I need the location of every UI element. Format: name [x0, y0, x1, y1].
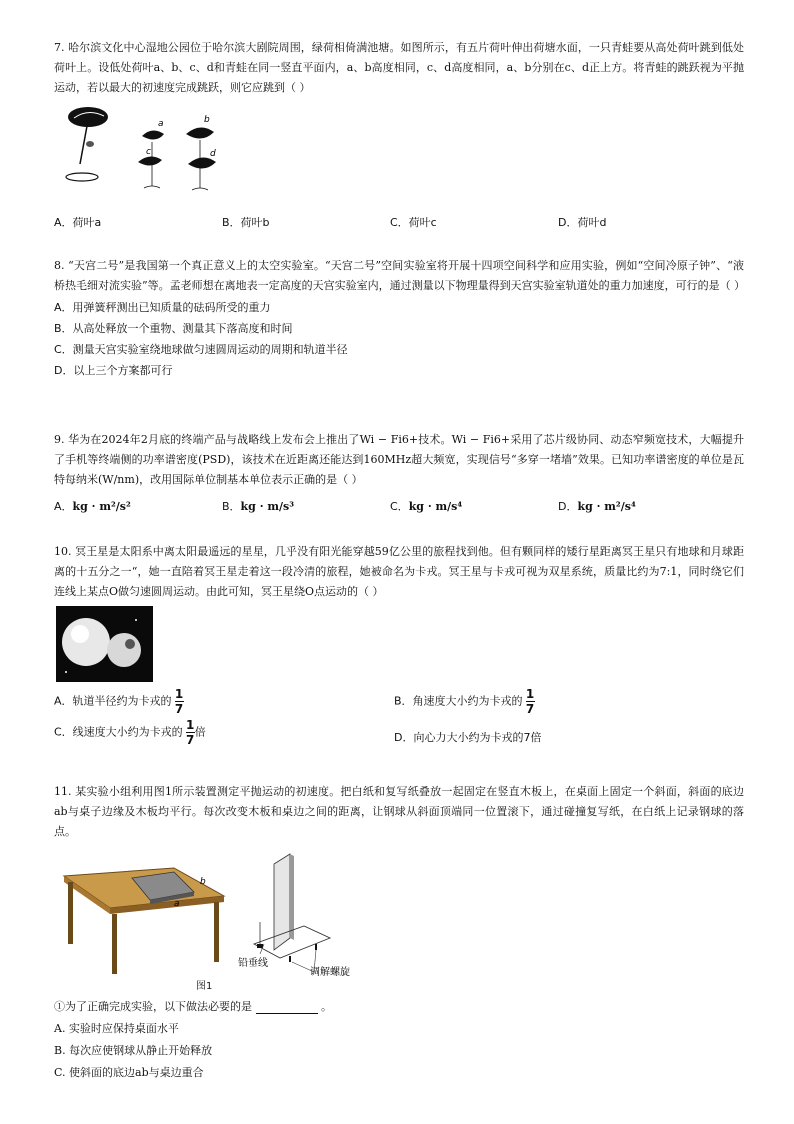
fraction: [186, 719, 195, 746]
pluto-icon: [62, 618, 110, 666]
option-d[interactable]: [558, 496, 726, 517]
answer-blank[interactable]: [256, 1001, 318, 1014]
high-lotus-leaf: [68, 107, 108, 127]
water-ripple: [66, 173, 98, 181]
denominator: 7: [525, 702, 535, 716]
question-10: [54, 542, 744, 748]
option-c[interactable]: C．测量天宫实验室绕地球做匀速圆周运动的周期和轨道半径: [54, 343, 348, 356]
option-b[interactable]: B．从高处释放一个重物、测量其下落高度和时间: [54, 322, 293, 335]
option-d[interactable]: D．荷叶d: [558, 216, 607, 229]
label-b: b: [204, 115, 210, 125]
lotus-leaf-d: [188, 157, 216, 168]
lotus-leaf-c: [138, 156, 162, 165]
question-8: [54, 256, 744, 381]
label-c: c: [146, 147, 151, 157]
option-b[interactable]: B. 每次应使钢球从静止开始释放: [54, 1044, 213, 1057]
question-9-stem: 9. 华为在2024年2月底的终端产品与战略线上发布会上推出了Wi − Fi6+技术。Wi − Fi6+采用了芯片级协同、动态窄频宽技术，大幅提升了手机等终端侧的功率谱密度(PSD)，该技术在近距离还能达到160MHz超大频宽，实现信号“多穿一堵墙”效果。已知功率谱密度的单位是瓦特每纳米(W/nm)，改用国际单位制基本单位表示正确的是（ ）: [54, 433, 744, 486]
option-unit: kg · m²/s⁴: [577, 500, 636, 513]
frog-icon: [86, 141, 94, 147]
plumb-line-label: 铅垂线: [238, 958, 268, 969]
denominator: 7: [174, 702, 184, 716]
screw-label: 调解螺旋: [310, 967, 350, 976]
sub-question-1: [54, 996, 744, 1018]
option-text: A．轨道半径约为卡戎的: [54, 694, 172, 708]
label-a: a: [158, 119, 164, 129]
option-unit: kg · m/s⁴: [408, 500, 463, 513]
option-suffix: 倍: [194, 725, 206, 739]
question-10-options: [54, 688, 744, 748]
option-b[interactable]: [222, 496, 390, 517]
numerator: 1: [525, 687, 535, 701]
lotus-leaf-a: [142, 130, 164, 139]
lotus-leaf-b: [186, 127, 214, 138]
denominator: 7: [186, 733, 195, 747]
fraction: [175, 688, 184, 715]
option-text: C．线速度大小约为卡戎的: [54, 725, 183, 739]
table-leg: [112, 914, 117, 974]
option-d[interactable]: D．以上三个方案都可行: [54, 364, 173, 377]
lotus-leaves-figure: [60, 104, 230, 194]
numerator: 1: [174, 687, 184, 701]
experiment-apparatus-figure: [54, 846, 374, 976]
question-9-options: [54, 496, 744, 517]
question-11-stem: 11. 某实验小组利用图1所示装置测定平抛运动的初速度。把白纸和复写纸叠放一起固定在竖直木板上，在桌面上固定一个斜面，斜面的底边ab与桌子边缘及木板均平行。每次改变木板和桌边之间的距离，让钢球从斜面顶端同一位置滚下，通过碰撞复写纸，在白纸上记录钢球的落点。: [54, 785, 744, 838]
numerator: 1: [186, 718, 195, 732]
table-leg: [214, 902, 219, 962]
question-7: [54, 38, 744, 229]
option-a[interactable]: [54, 688, 394, 715]
fraction: [526, 688, 535, 715]
option-d[interactable]: [394, 719, 734, 748]
option-c[interactable]: C．荷叶c: [390, 216, 437, 229]
option-text: B．角速度大小约为卡戎的: [394, 694, 523, 708]
option-letter: B．: [222, 500, 241, 513]
option-a[interactable]: [54, 496, 222, 517]
option-c[interactable]: C. 使斜面的底边ab与桌边重合: [54, 1066, 204, 1079]
option-unit: kg · m²/s²: [72, 500, 131, 513]
option-letter: D．: [558, 500, 578, 513]
option-c[interactable]: [390, 496, 558, 517]
option-b[interactable]: B．荷叶b: [222, 216, 270, 229]
option-a[interactable]: A．荷叶a: [54, 216, 102, 229]
option-b[interactable]: [394, 688, 734, 715]
question-10-stem: 10. 冥王星是太阳系中离太阳最遥远的星星，几乎没有阳光能穿越59亿公里的旅程找到他。但有颗同样的矮行星距离冥王星只有地球和月球距离的十五分之一“，她一直陪着冥王星走着这一段冷清的旅程，她被命名为卡戎。冥王星与卡戎可视为双星系统，质量比约为7:1，同时绕它们连线上某点O做匀速圆周运动。由此可知，冥王星绕O点运动的（ ）: [54, 545, 744, 598]
option-text: D．向心力大小约为卡戎的7倍: [394, 731, 542, 744]
table-leg: [68, 882, 73, 944]
figure-caption: 图1: [196, 981, 213, 992]
option-c[interactable]: [54, 719, 394, 748]
option-a[interactable]: A．用弹簧秤测出已知质量的砝码所受的重力: [54, 301, 271, 314]
question-11: [54, 782, 744, 1084]
question-7-stem: 7. 哈尔滨文化中心湿地公园位于哈尔滨大剧院周围，绿荷相倚满池塘。如图所示，有五片荷叶伸出荷塘水面，一只青蛙要从高处荷叶跳到低处荷叶上。设低处荷叶a、b、c、d和青蛙在同一竖直平面内，a、b高度相同，c、d高度相同，a、b分别在c、d正上方。将青蛙的跳跃视为平抛运动，若以最大的初速度完成跳跃，则它应跳到（ ）: [54, 41, 744, 94]
option-letter: C．: [390, 500, 409, 513]
option-letter: A．: [54, 500, 73, 513]
label-a: a: [174, 899, 180, 909]
label-d: d: [210, 149, 216, 159]
pluto-charon-photo: [56, 606, 153, 682]
charon-icon: [107, 633, 141, 667]
option-a[interactable]: A. 实验时应保持桌面水平: [54, 1022, 179, 1035]
question-7-options: [54, 212, 726, 233]
sub-question-end: 。: [321, 1000, 332, 1013]
question-9: [54, 430, 744, 517]
option-unit: kg · m/s³: [240, 500, 295, 513]
sub-question-text: ①为了正确完成实验，以下做法必要的是: [54, 1000, 252, 1013]
question-8-stem: 8. “天宫二号”是我国第一个真正意义上的太空实验室。“天宫二号”空间实验室将开展十四项空间科学和应用实验，例如“空间冷原子钟”、“液桥热毛细对流实验”等。孟老师想在离地表一定高度的天宫实验室内，通过测量以下物理量得到天宫实验室轨道处的重力加速度，可行的是（ ）: [54, 259, 746, 292]
label-b: b: [200, 877, 206, 887]
